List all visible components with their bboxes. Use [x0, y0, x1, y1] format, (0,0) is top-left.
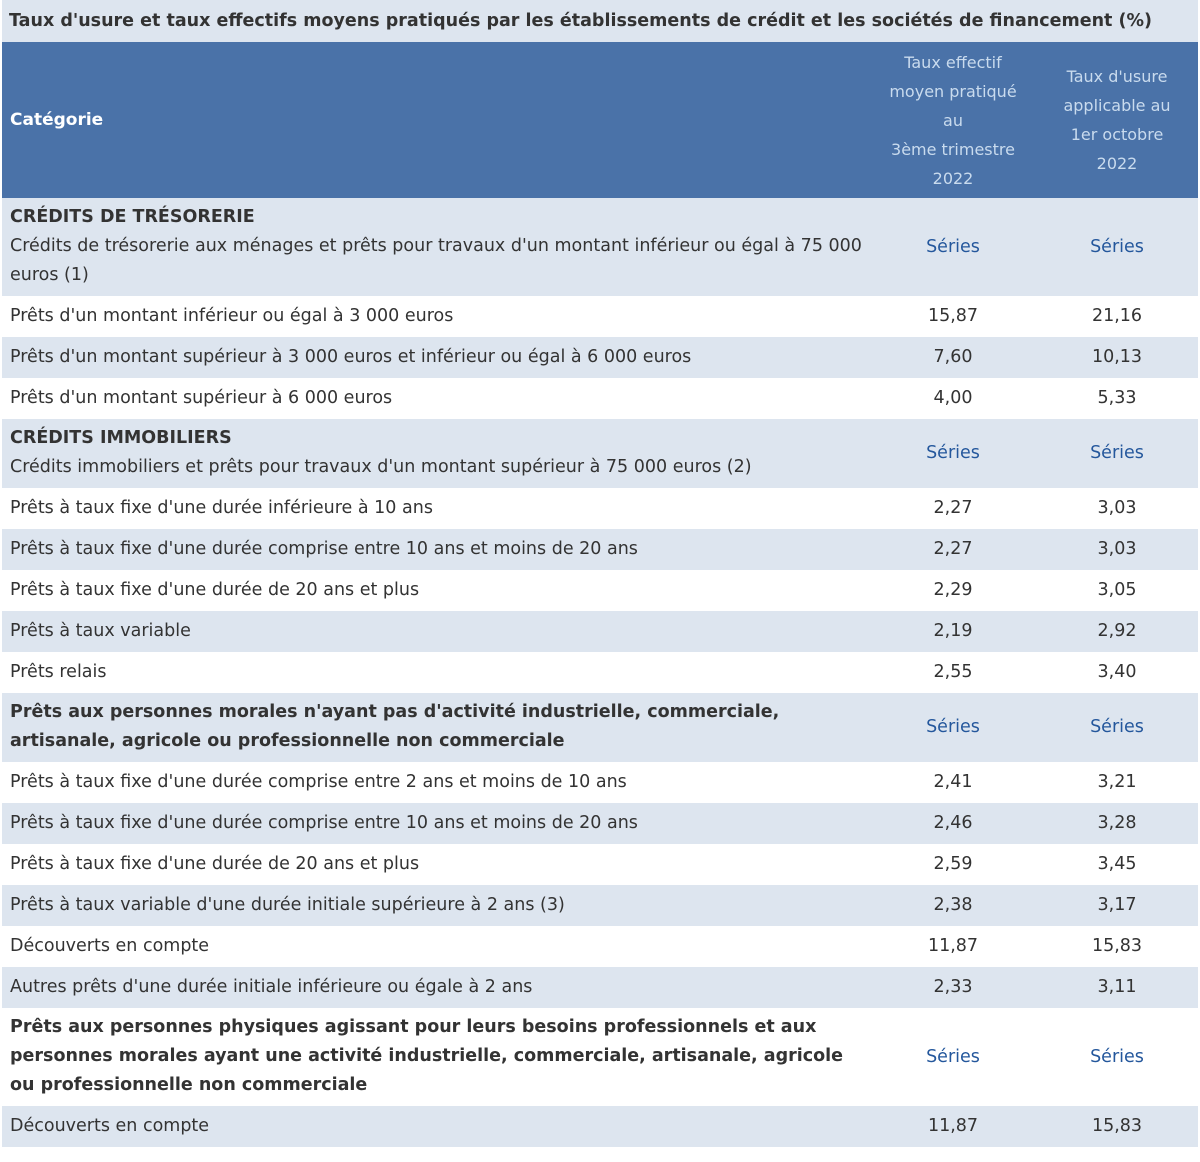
table-row: [2, 570, 1198, 611]
row-label: Prêts à taux variable d'une durée initiale supérieure à 2 ans (3): [2, 885, 870, 926]
usury-rate-value: 10,13: [1036, 337, 1198, 378]
row-label: Prêts à taux variable: [2, 611, 870, 652]
section-label: [2, 198, 870, 296]
header-line: 2022: [932, 168, 974, 188]
average-rate-value: 11,87: [870, 926, 1036, 967]
average-rate-value: 2,55: [870, 652, 1036, 693]
usury-rate-value: 3,03: [1036, 529, 1198, 570]
header-line: Taux effectif: [904, 52, 1002, 72]
table-row: [2, 1106, 1198, 1147]
average-rate-value: 2,19: [870, 611, 1036, 652]
section-label: [2, 1008, 870, 1106]
average-rate-value: 7,60: [870, 337, 1036, 378]
usury-rate-value: 3,28: [1036, 803, 1198, 844]
section-label: [2, 419, 870, 488]
usury-rate-value: 15,83: [1036, 1106, 1198, 1147]
table-row: [2, 762, 1198, 803]
table-body: [2, 198, 1198, 1147]
header-line: 1er octobre: [1070, 125, 1164, 144]
section-title: Prêts aux personnes physiques agissant pour leurs besoins professionnels et aux personnes morales ayant une activité industrielle, commerciale, artisanale, agricole ou professionnelle non commerciale: [10, 1017, 844, 1095]
average-rate-value: 2,33: [870, 967, 1036, 1008]
header-line: applicable au: [1063, 96, 1171, 115]
table-row: [2, 926, 1198, 967]
series-link[interactable]: Séries: [1036, 1008, 1198, 1106]
usury-rate-value: 21,16: [1036, 296, 1198, 337]
header-usury-rate: [1036, 42, 1198, 198]
average-rate-value: 2,41: [870, 762, 1036, 803]
usury-rate-value: 3,21: [1036, 762, 1198, 803]
section-header-row: [2, 419, 1198, 488]
header-average-rate: [870, 42, 1036, 198]
average-rate-value: 2,38: [870, 885, 1036, 926]
section-subtitle: Crédits immobiliers et prêts pour travaux d'un montant supérieur à 75 000 euros (2): [10, 457, 752, 477]
section-title: CRÉDITS IMMOBILIERS: [10, 428, 232, 448]
usury-rate-value: 3,03: [1036, 488, 1198, 529]
table-row: [2, 652, 1198, 693]
average-rate-value: 4,00: [870, 378, 1036, 419]
table-row: [2, 967, 1198, 1008]
rates-table: [2, 42, 1198, 1147]
series-link[interactable]: Séries: [870, 1008, 1036, 1106]
series-link[interactable]: Séries: [870, 198, 1036, 296]
table-row: [2, 844, 1198, 885]
row-label: Prêts d'un montant supérieur à 3 000 euros et inférieur ou égal à 6 000 euros: [2, 337, 870, 378]
section-header-row: [2, 693, 1198, 762]
usury-rate-value: 2,92: [1036, 611, 1198, 652]
header-line: Taux d'usure: [1066, 67, 1168, 86]
series-link[interactable]: Séries: [1036, 198, 1198, 296]
table-header-row: [2, 42, 1198, 198]
usury-rates-panel: [2, 0, 1198, 1147]
header-line: 2022: [1096, 154, 1138, 173]
usury-rate-value: 3,17: [1036, 885, 1198, 926]
row-label: Découverts en compte: [2, 1106, 870, 1147]
table-row: [2, 337, 1198, 378]
usury-rate-value: 3,11: [1036, 967, 1198, 1008]
table-row: [2, 488, 1198, 529]
usury-rate-value: 3,40: [1036, 652, 1198, 693]
row-label: Prêts relais: [2, 652, 870, 693]
section-header-row: [2, 198, 1198, 296]
usury-rate-value: 3,05: [1036, 570, 1198, 611]
row-label: Prêts à taux fixe d'une durée comprise entre 10 ans et moins de 20 ans: [2, 529, 870, 570]
row-label: Découverts en compte: [2, 926, 870, 967]
average-rate-value: 15,87: [870, 296, 1036, 337]
usury-rate-value: 5,33: [1036, 378, 1198, 419]
row-label: Prêts d'un montant inférieur ou égal à 3 000 euros: [2, 296, 870, 337]
row-label: Prêts à taux fixe d'une durée de 20 ans et plus: [2, 844, 870, 885]
row-label: Prêts d'un montant supérieur à 6 000 euros: [2, 378, 870, 419]
header-line: 3ème trimestre: [891, 139, 1015, 159]
section-title: CRÉDITS DE TRÉSORERIE: [10, 207, 255, 227]
average-rate-value: 2,46: [870, 803, 1036, 844]
table-row: [2, 611, 1198, 652]
table-row: [2, 296, 1198, 337]
row-label: Autres prêts d'une durée initiale inférieure ou égale à 2 ans: [2, 967, 870, 1008]
usury-rate-value: 15,83: [1036, 926, 1198, 967]
table-caption: Taux d'usure et taux effectifs moyens pratiqués par les établissements de crédit et les sociétés de financement (%): [2, 0, 1198, 42]
table-row: [2, 378, 1198, 419]
table-row: [2, 885, 1198, 926]
section-subtitle: Crédits de trésorerie aux ménages et prêts pour travaux d'un montant inférieur ou égal à 75 000 euros (1): [10, 236, 862, 285]
average-rate-value: 2,59: [870, 844, 1036, 885]
row-label: Prêts à taux fixe d'une durée comprise entre 10 ans et moins de 20 ans: [2, 803, 870, 844]
average-rate-value: 2,27: [870, 529, 1036, 570]
average-rate-value: 2,27: [870, 488, 1036, 529]
section-label: [2, 693, 870, 762]
row-label: Prêts à taux fixe d'une durée comprise entre 2 ans et moins de 10 ans: [2, 762, 870, 803]
row-label: Prêts à taux fixe d'une durée de 20 ans et plus: [2, 570, 870, 611]
series-link[interactable]: Séries: [1036, 419, 1198, 488]
header-category: Catégorie: [2, 42, 870, 198]
header-line: moyen pratiqué: [889, 81, 1017, 101]
series-link[interactable]: Séries: [870, 419, 1036, 488]
section-header-row: [2, 1008, 1198, 1106]
average-rate-value: 11,87: [870, 1106, 1036, 1147]
series-link[interactable]: Séries: [1036, 693, 1198, 762]
table-row: [2, 803, 1198, 844]
series-link[interactable]: Séries: [870, 693, 1036, 762]
average-rate-value: 2,29: [870, 570, 1036, 611]
section-title: Prêts aux personnes morales n'ayant pas d'activité industrielle, commerciale, artisanale, agricole ou professionnelle non commerciale: [10, 702, 780, 751]
row-label: Prêts à taux fixe d'une durée inférieure à 10 ans: [2, 488, 870, 529]
table-row: [2, 529, 1198, 570]
usury-rate-value: 3,45: [1036, 844, 1198, 885]
header-line: au: [943, 110, 963, 130]
